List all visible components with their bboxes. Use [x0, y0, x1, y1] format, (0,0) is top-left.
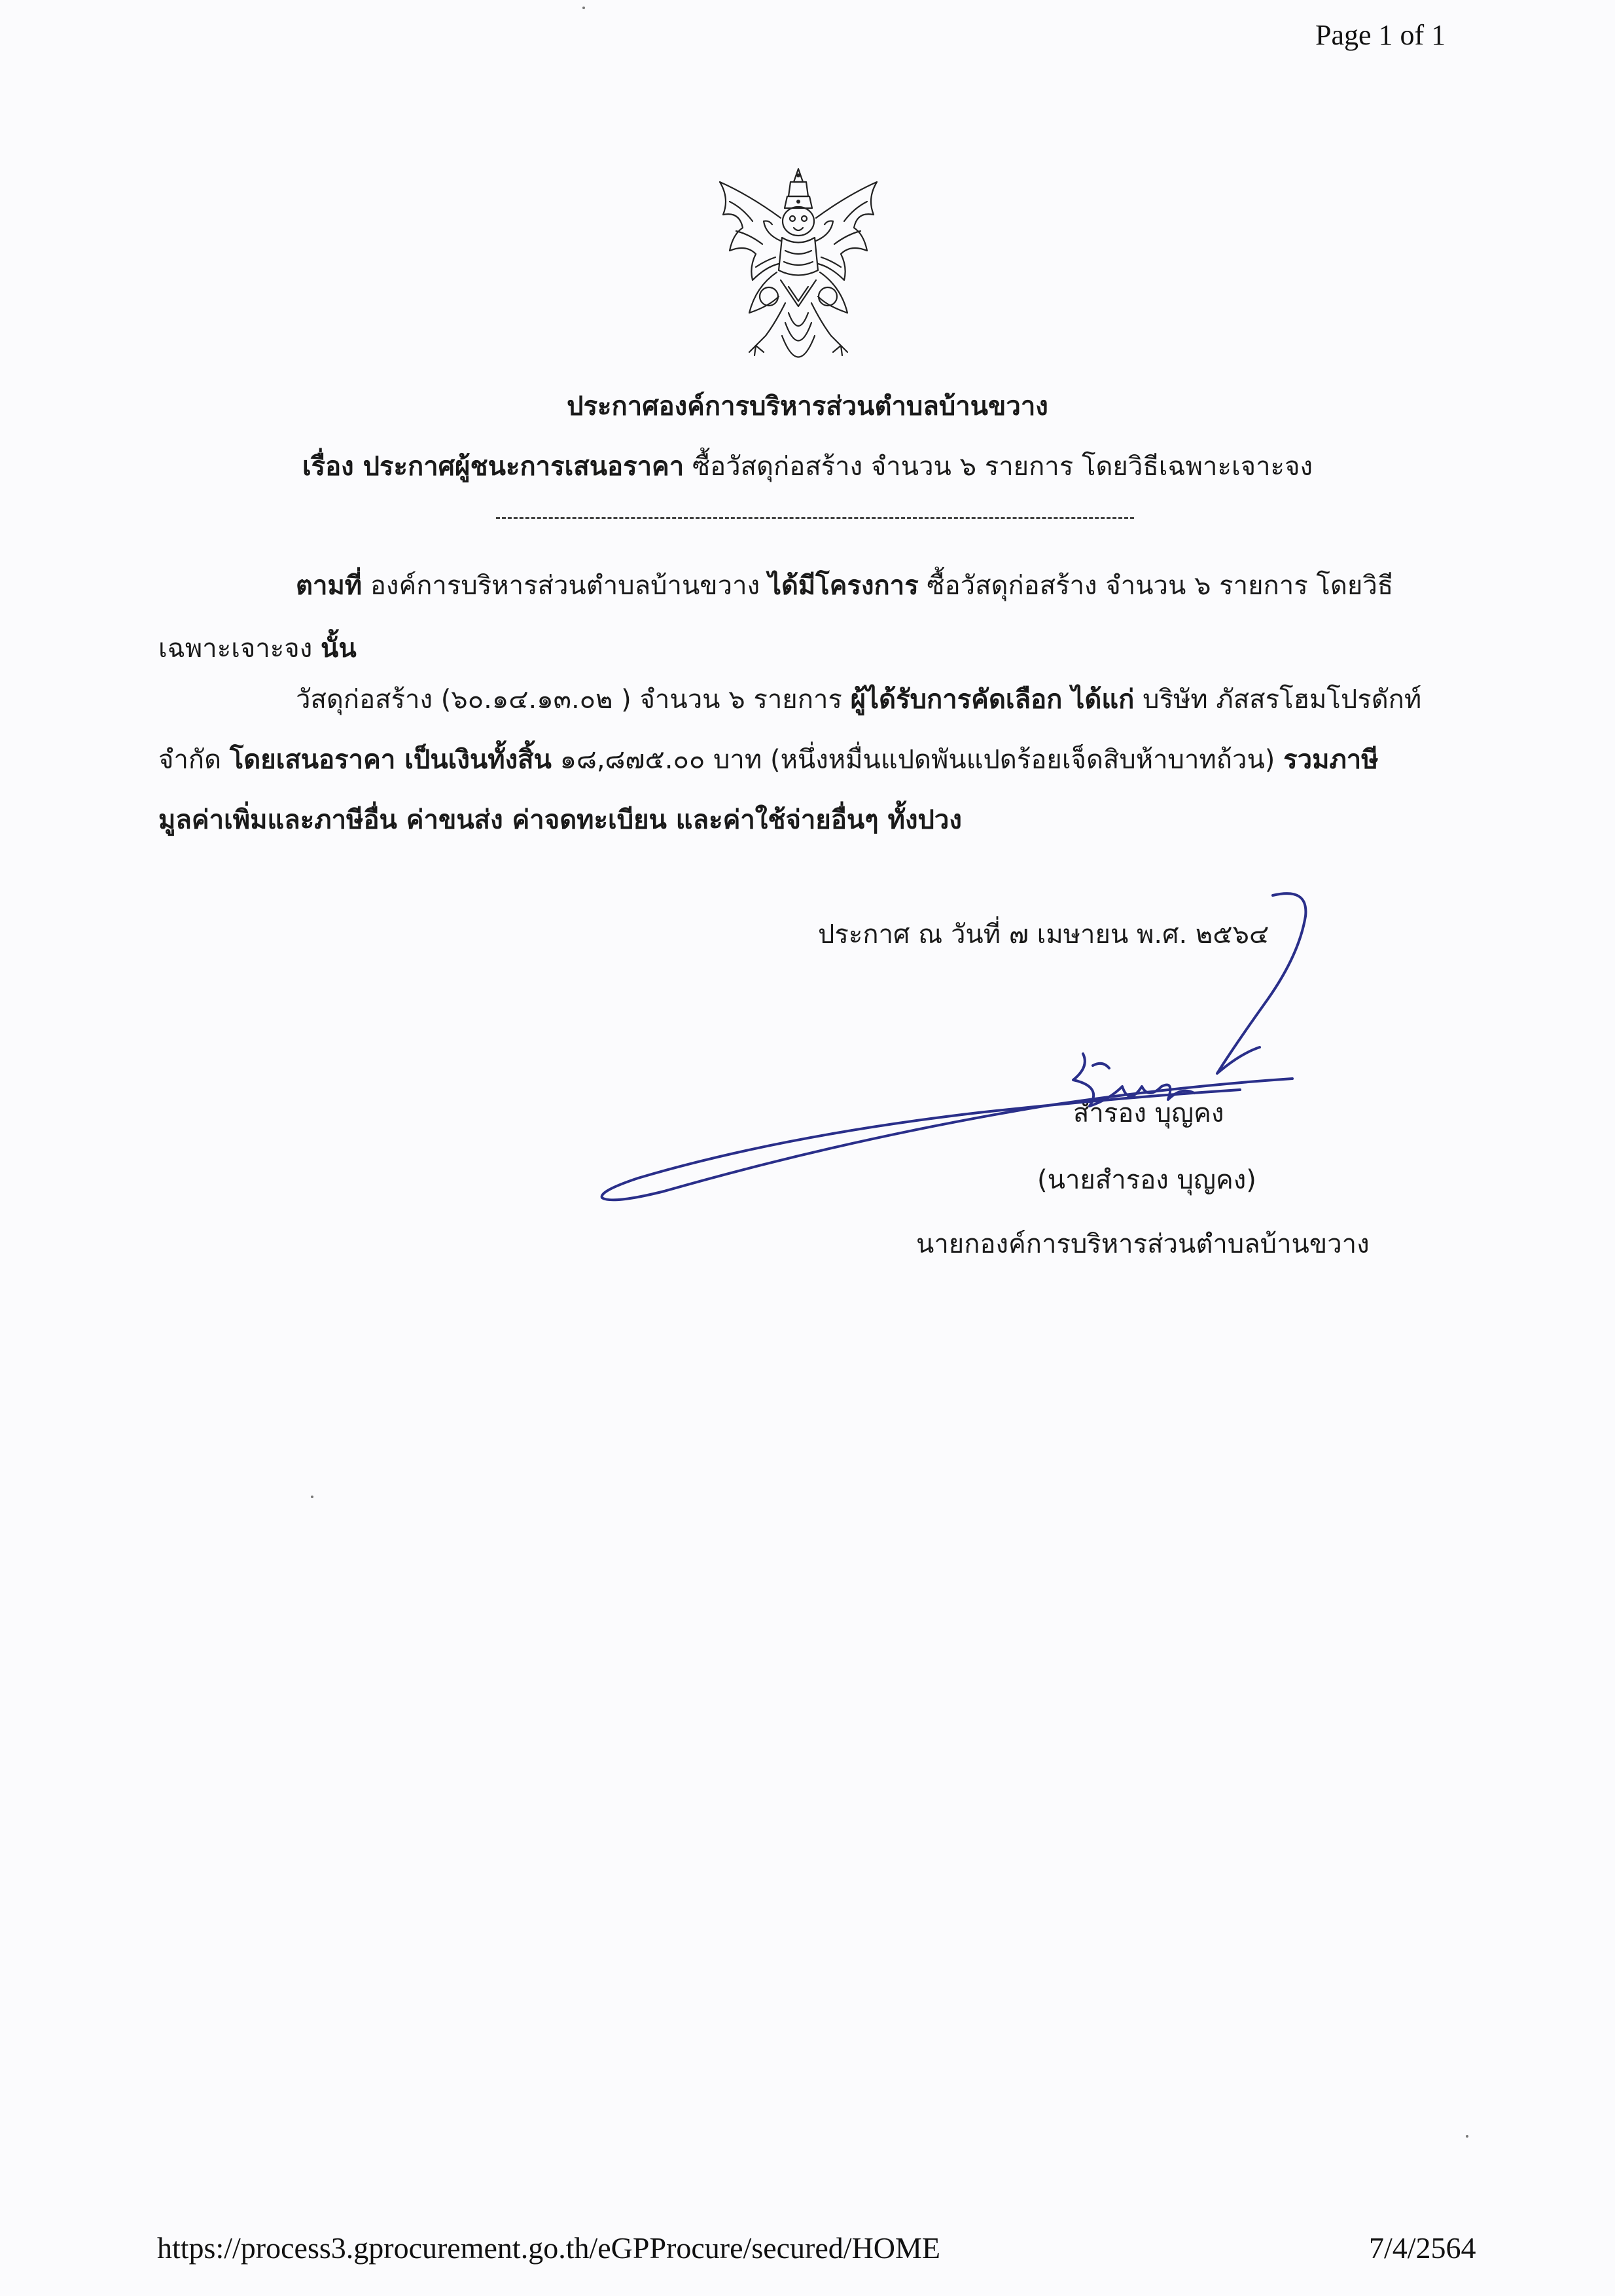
- paragraph-2-line-1: [296, 678, 1421, 720]
- date-value: ๗ เมษายน พ.ศ. ๒๕๖๔: [1008, 920, 1269, 950]
- paragraph-2-line-2: [158, 738, 1379, 780]
- subject-text: ซื้อวัสดุก่อสร้าง จำนวน ๖ รายการ โดยวิธีเฉพาะเจาะจง: [692, 452, 1313, 482]
- garuda-emblem-icon: [703, 156, 893, 385]
- signer-position: นายกองค์การบริหารส่วนตำบลบ้านขวาง: [916, 1229, 1370, 1259]
- p2-text-3: จำกัด: [158, 745, 230, 775]
- p2-text-1: วัสดุก่อสร้าง (๖๐.๑๔.๑๓.๐๒ ) จำนวน ๖ รายการ: [296, 685, 851, 715]
- paragraph-1-line-2: [158, 627, 357, 669]
- scan-speck: [582, 7, 585, 9]
- footer-url: https://process3.gprocurement.go.th/eGPProcure/secured/HOME: [157, 2231, 941, 2265]
- handwritten-signature: [586, 890, 1387, 1217]
- p1-bold-end: นั้น: [320, 634, 357, 664]
- p1-text-2: ซื้อวัสดุก่อสร้าง จำนวน ๖ รายการ โดยวิธี: [918, 571, 1394, 601]
- p2-bold-2: โดยเสนอราคา เป็นเงินทั้งสิ้น: [229, 745, 552, 775]
- footer-date: 7/4/2564: [1369, 2231, 1476, 2265]
- p2-bold-1: ผู้ได้รับการคัดเลือก ได้แก่: [850, 685, 1135, 715]
- signer-name: สำรอง บุญคง: [1073, 1098, 1224, 1128]
- subject-label: เรื่อง ประกาศผู้ชนะการเสนอราคา: [302, 452, 684, 482]
- p1-text-1: องค์การบริหารส่วนตำบลบ้านขวาง: [362, 571, 768, 601]
- title-separator: [496, 517, 1134, 519]
- p2-text-2: บริษัท ภัสสรโฮมโปรดักท์: [1134, 685, 1422, 715]
- signer-full-name: (นายสำรอง บุญคง): [1037, 1165, 1256, 1195]
- scan-speck: [1466, 2135, 1468, 2138]
- p1-bold-start: ตามที่: [296, 571, 363, 601]
- date-label: ประกาศ ณ วันที่: [818, 920, 1009, 950]
- paragraph-2-line-3: [158, 798, 962, 840]
- paragraph-1-line-1: [296, 564, 1393, 606]
- p1-text-3: เฉพาะเจาะจง: [158, 634, 321, 664]
- announcement-title: ประกาศองค์การบริหารส่วนตำบลบ้านขวาง: [567, 391, 1048, 422]
- scan-speck: [311, 1496, 313, 1498]
- announcement-subject: [0, 445, 1615, 487]
- p1-bold-mid: ได้มีโครงการ: [768, 571, 919, 601]
- p2-bold-4: มูลค่าเพิ่มและภาษีอื่น ค่าขนส่ง ค่าจดทะเบียน และค่าใช้จ่ายอื่นๆ ทั้งปวง: [158, 805, 962, 835]
- page-number: Page 1 of 1: [1315, 19, 1446, 51]
- p2-text-4: ๑๘,๘๗๕.๐๐ บาท (หนึ่งหมื่นแปดพันแปดร้อยเจ็ดสิบห้าบาทถ้วน): [551, 745, 1284, 775]
- p2-bold-3: รวมภาษี: [1283, 745, 1379, 775]
